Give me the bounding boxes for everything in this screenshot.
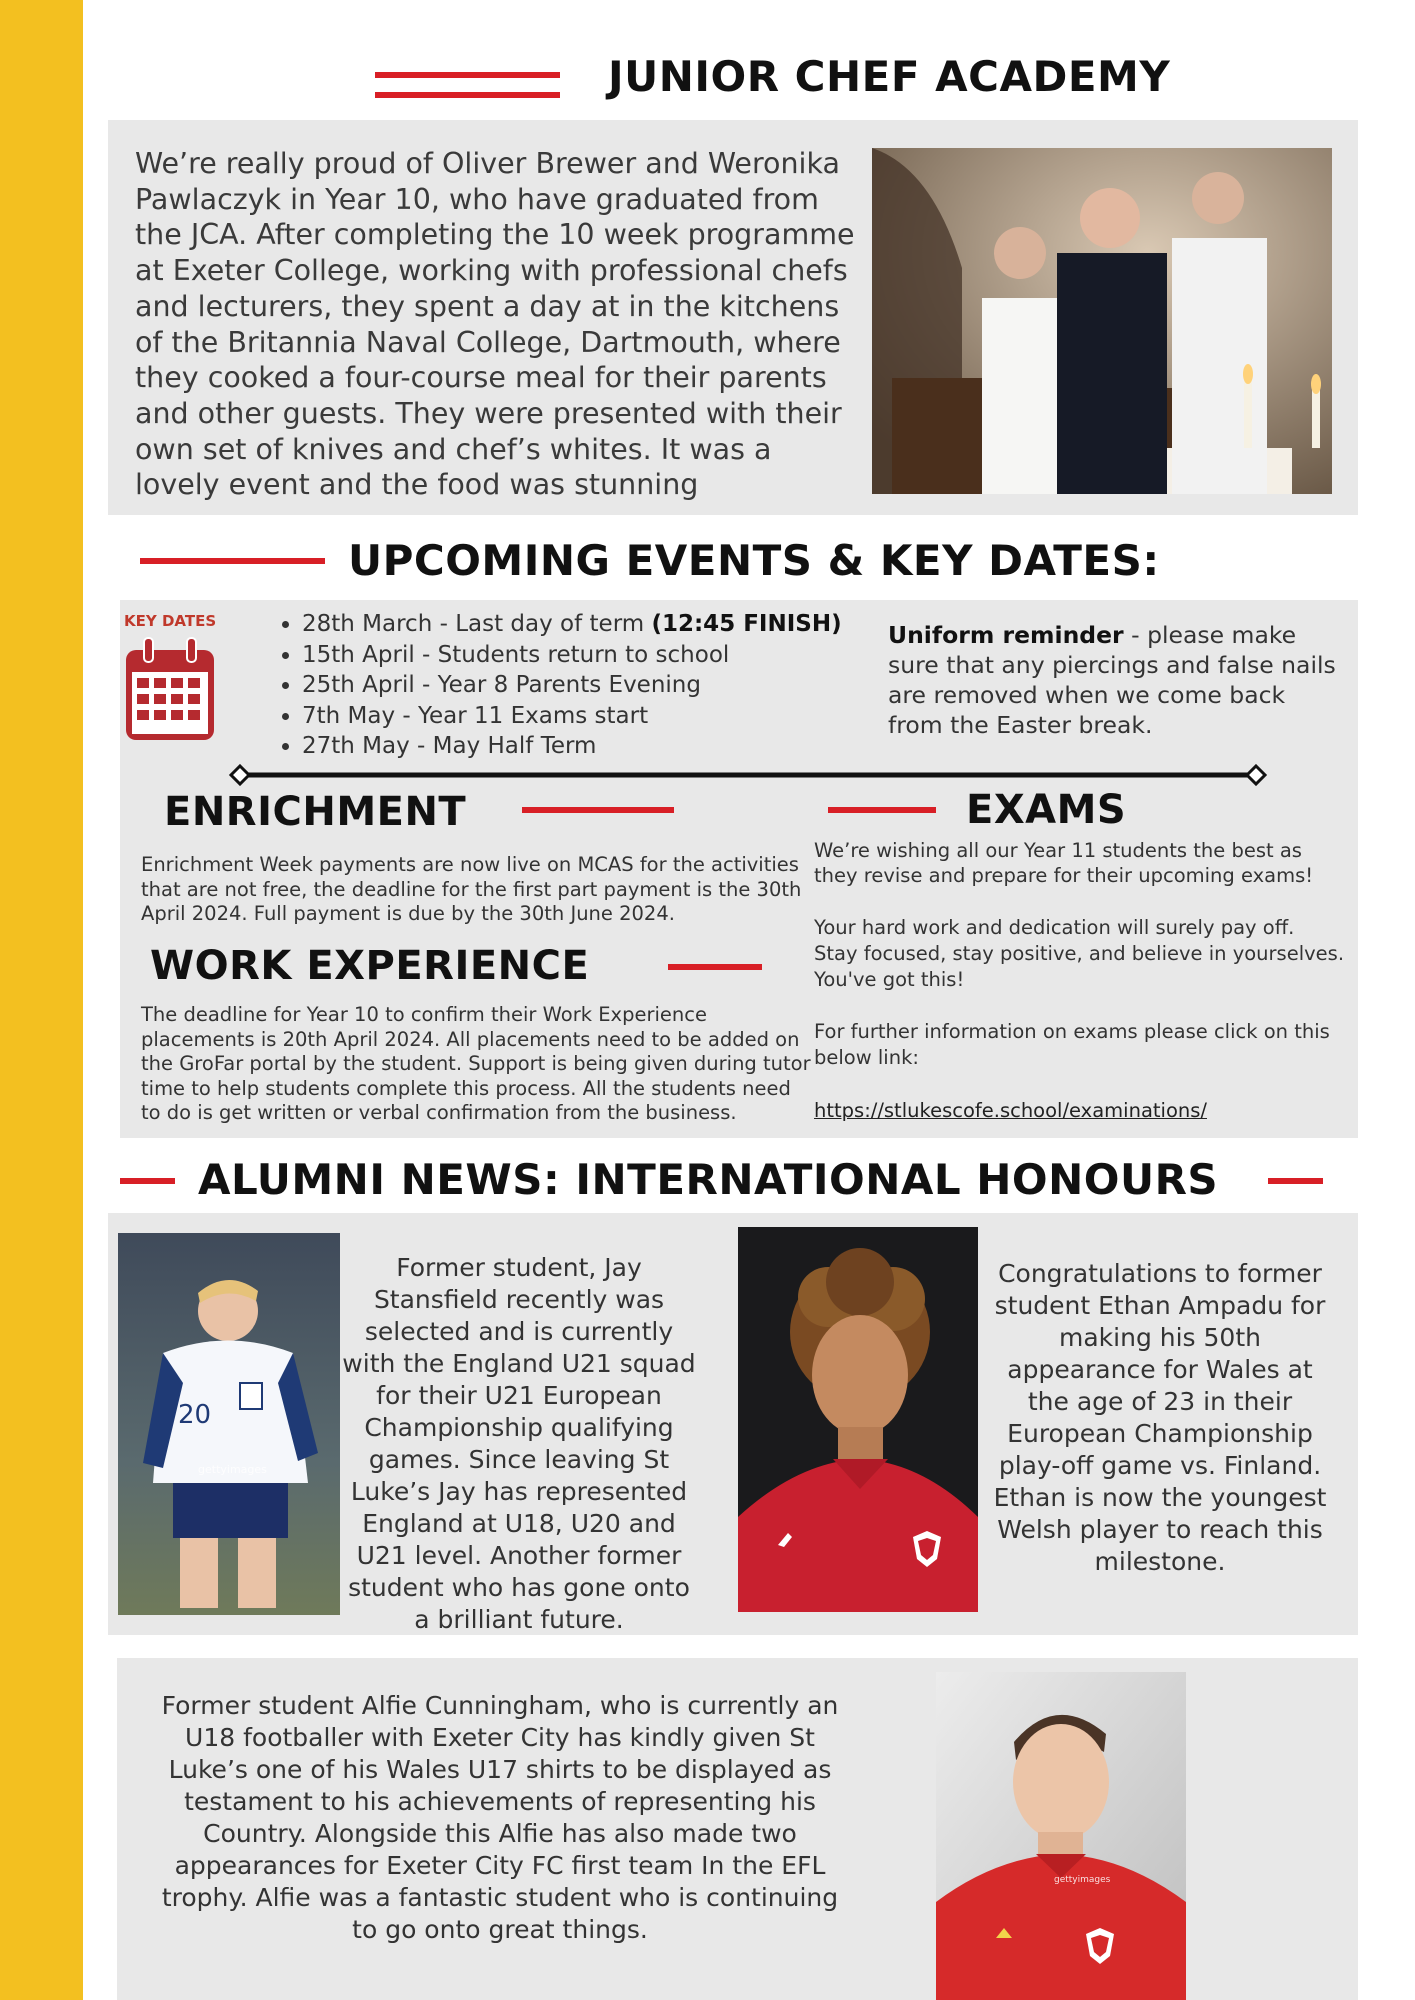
- jay-stansfield-text: Former student, Jay Stansfield recently was selected and is currently with the England U21 squad for their U21 European Championship qualifying games. Since leaving St Luke’s Jay has represented England at U18, U20 and U21 level. Another former student who has gone onto a brilliant future.: [342, 1253, 696, 1634]
- date-item: • 25th April - Year 8 Parents Evening: [302, 670, 854, 701]
- heading-rule: [120, 1178, 175, 1184]
- alfie-cunningham-text: Former student Alfie Cunningham, who is currently an U18 footballer with Exeter City has kindly given St Luke’s one of his Wales U17 shirts to be displayed as testament to his achievements of representing his Country. Alongside this Alfie has also made two appearances for Exeter City FC first team In the EFL trophy. Alfie was a fantastic student who is continuing to go onto great things.: [161, 1691, 839, 1944]
- enrichment-title: ENRICHMENT: [164, 789, 467, 835]
- exams-text-1: We’re wishing all our Year 11 students the best as they revise and prepare for their upcoming exams!: [814, 839, 1314, 887]
- exams-link[interactable]: https://stlukescofe.school/examinations/: [814, 1099, 1207, 1122]
- key-dates-list: [274, 609, 854, 762]
- heading-rule: [1268, 1178, 1323, 1184]
- heading-rule: [375, 72, 560, 78]
- key-dates-label: KEY DATES: [124, 612, 217, 630]
- heading-rule: [140, 558, 325, 564]
- date-item: • 15th April - Students return to school: [302, 640, 854, 671]
- heading-rule: [522, 807, 674, 813]
- uniform-reminder-title: Uniform reminder: [888, 621, 1124, 649]
- date-item: • 28th March - Last day of term (12:45 FINISH): [302, 609, 854, 640]
- work-experience-text: The deadline for Year 10 to confirm their Work Experience placements is 20th April 2024. All placements need to be added on the GroFar portal by the student. Support is being given during tutor time to help students complete this process. All the students need to do is get written or verbal confirmation from the business.: [141, 1003, 811, 1124]
- date-item: • 27th May - May Half Term: [302, 731, 854, 762]
- watermark: gettyimages: [198, 1463, 267, 1476]
- side-stripe: [0, 0, 83, 2000]
- enrichment-text: Enrichment Week payments are now live on MCAS for the activities that are not free, the deadline for the first part payment is the 30th April 2024. Full payment is due by the 30th June 2024.: [141, 853, 802, 925]
- jca-photo: [872, 148, 1332, 494]
- date-item: • 7th May - Year 11 Exams start: [302, 701, 854, 732]
- watermark: gettyimages: [1054, 1875, 1111, 1885]
- alfie-cunningham-photo: [936, 1672, 1186, 2000]
- ethan-ampadu-text: Congratulations to former student Ethan Ampadu for making his 50th appearance for Wales at the age of 23 in their European Championship play-off game vs. Finland. Ethan is now the youngest Welsh player to reach this milestone.: [993, 1259, 1327, 1576]
- heading-rule: [828, 807, 936, 813]
- alumni-title: ALUMNI NEWS: INTERNATIONAL HONOURS: [198, 1155, 1219, 1204]
- exams-title: EXAMS: [966, 787, 1127, 833]
- uniform-reminder-text: - please make sure that any piercings and false nails are removed when we come back from the Easter break.: [888, 621, 1336, 739]
- section-divider: [228, 763, 1268, 787]
- events-title: UPCOMING EVENTS & KEY DATES:: [348, 536, 1160, 585]
- ethan-ampadu-photo: [738, 1227, 978, 1612]
- shirt-number: 20: [178, 1400, 212, 1430]
- jca-text: We’re really proud of Oliver Brewer and Weronika Pawlaczyk in Year 10, who have graduated from the JCA. After completing the 10 week programme at Exeter College, working with professional chefs and lecturers, they spent a day at in the kitchens of the Britannia Naval College, Dartmouth, where they cooked a four-course meal for their parents and other guests. They were presented with their own set of knives and chef’s whites. It was a lovely event and the food was stunning: [135, 147, 855, 502]
- jay-stansfield-photo: [118, 1233, 340, 1615]
- work-experience-title: WORK EXPERIENCE: [150, 943, 590, 989]
- uniform-reminder: [888, 620, 1343, 740]
- exams-text-3: For further information on exams please click on this below link:: [814, 1020, 1330, 1069]
- jca-title: JUNIOR CHEF ACADEMY: [608, 52, 1171, 101]
- heading-rule: [668, 964, 762, 970]
- calendar-icon: [122, 636, 218, 746]
- heading-rule: [375, 92, 560, 98]
- exams-text-2: Your hard work and dedication will surely pay off. Stay focused, stay positive, and believe in yourselves. You've got this!: [814, 916, 1345, 991]
